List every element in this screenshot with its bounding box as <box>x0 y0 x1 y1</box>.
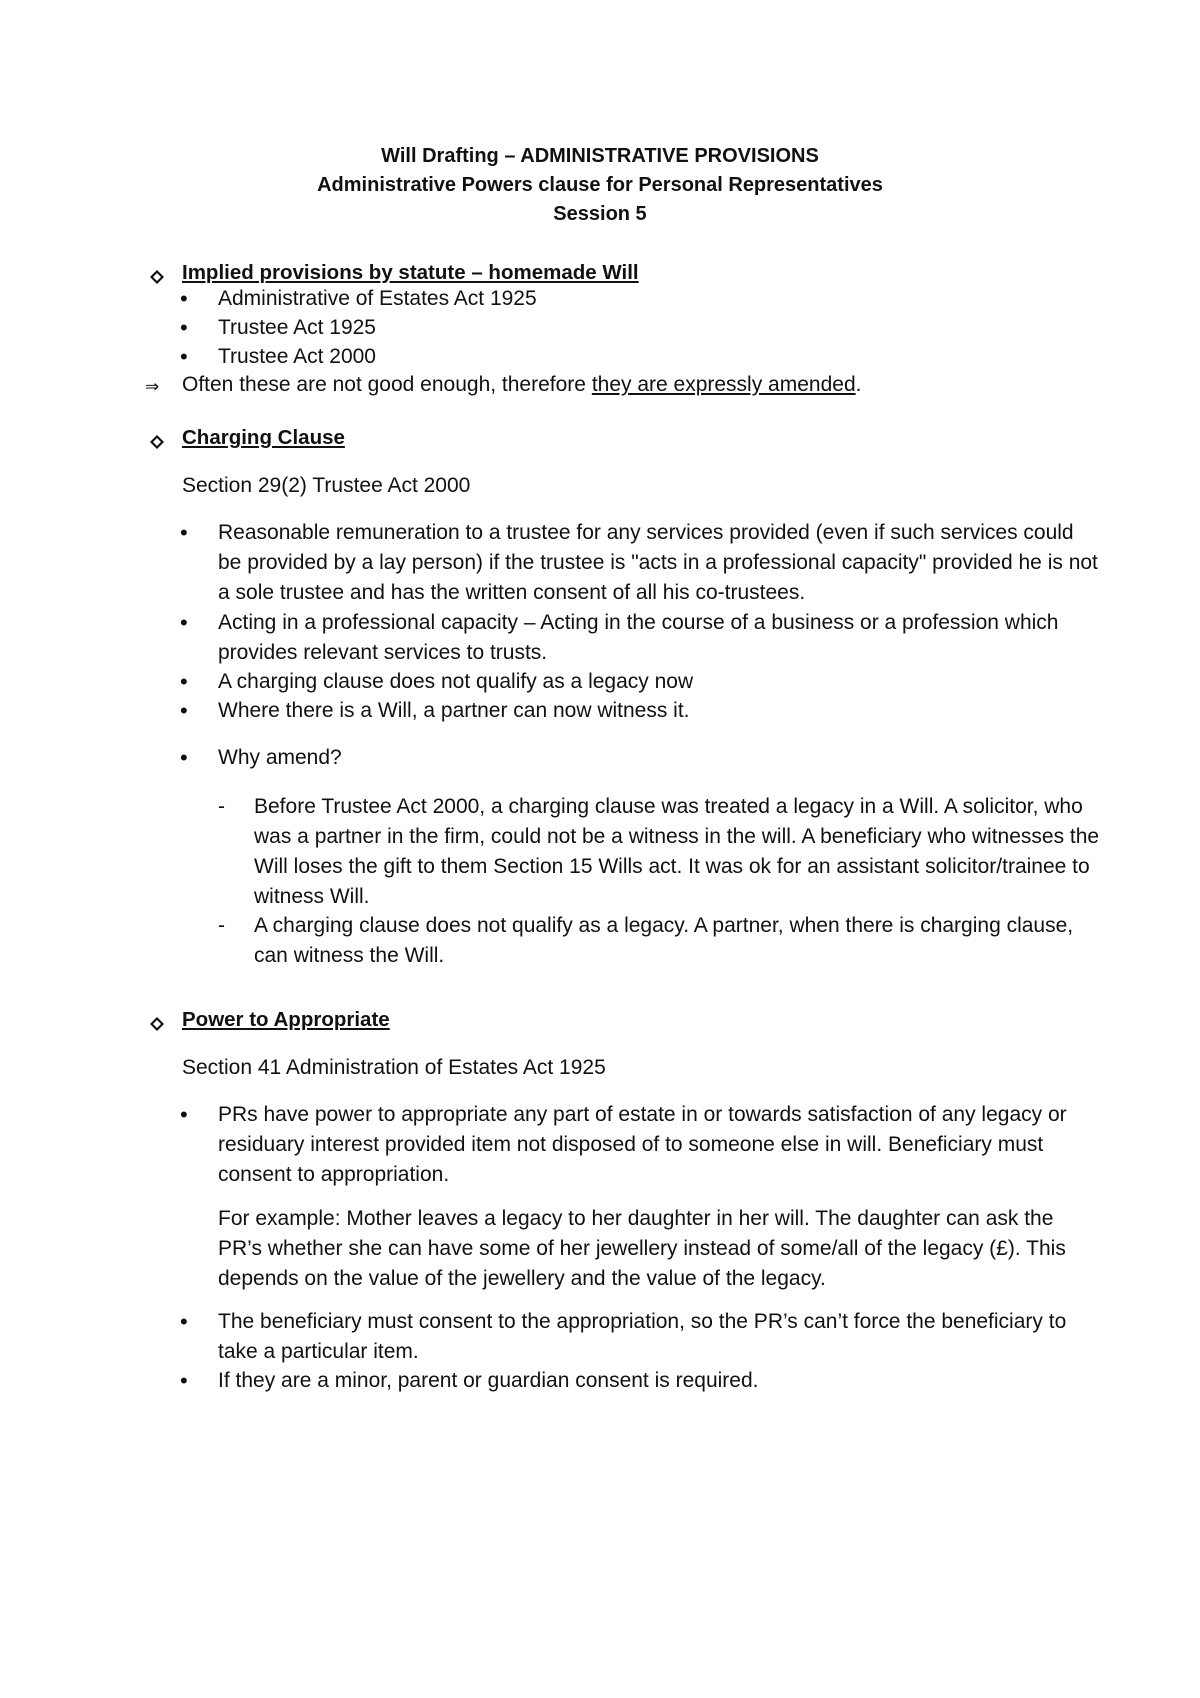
list-item: Trustee Act 1925 <box>218 316 376 339</box>
bullet-icon: • <box>180 520 188 545</box>
example-paragraph: For example: Mother leaves a legacy to her daughter in her will. The daughter can ask the PR’s whether she can have some of her jewellery instead of some/all of the legacy (£). This depends on the value of the jewellery and the value of the legacy. <box>218 1207 1066 1290</box>
dash-icon: - <box>218 795 225 818</box>
bullet-icon: • <box>180 1102 188 1127</box>
header-subtitle: Administrative Powers clause for Personal Representatives <box>317 174 883 196</box>
bullet-icon: • <box>180 669 188 694</box>
dash-item: A charging clause does not qualify as a legacy. A partner, when there is charging clause, can witness the Will. <box>254 914 1074 967</box>
bullet-icon: • <box>180 315 188 340</box>
implies-arrow-icon: ⇒ <box>145 377 160 396</box>
list-item: PRs have power to appropriate any part of estate in or towards satisfaction of any legacy or residuary interest provided item not disposed of to someone else in will. Beneficiary must consent to appropriation. <box>218 1103 1067 1186</box>
list-item: Trustee Act 2000 <box>218 345 376 368</box>
bullet-icon: • <box>180 1309 188 1334</box>
list-item: Reasonable remuneration to a trustee for any services provided (even if such services could be provided by a lay person) if the trustee is "acts in a professional capacity" provided he is not a sole trustee and has the written consent of all his co-trustees. <box>218 521 1098 604</box>
bullet-icon: • <box>180 286 188 311</box>
implied-note: Often these are not good enough, therefore they are expressly amended. <box>182 373 862 396</box>
section-title-appropriate: Power to Appropriate <box>182 1008 390 1031</box>
list-item: A charging clause does not qualify as a legacy now <box>218 670 694 693</box>
list-item: Where there is a Will, a partner can now witness it. <box>218 699 690 722</box>
bullet-icon: • <box>180 610 188 635</box>
header-title: Will Drafting – ADMINISTRATIVE PROVISIONS <box>381 145 819 167</box>
header-session: Session 5 <box>553 203 647 225</box>
section-title-implied: Implied provisions by statute – homemade Will <box>182 261 639 284</box>
list-item: Acting in a professional capacity – Acting in the course of a business or a profession which provides relevant services to trusts. <box>218 611 1059 664</box>
bullet-icon: • <box>180 344 188 369</box>
statute-reference: Section 29(2) Trustee Act 2000 <box>182 474 471 497</box>
list-item: If they are a minor, parent or guardian consent is required. <box>218 1369 759 1392</box>
section-title-charging: Charging Clause <box>182 426 345 449</box>
bullet-icon: • <box>180 745 188 770</box>
bullet-icon: • <box>180 1368 188 1393</box>
list-item: The beneficiary must consent to the appropriation, so the PR’s can’t force the beneficiary to take a particular item. <box>218 1310 1067 1363</box>
bullet-icon: • <box>180 698 188 723</box>
list-item: Why amend? <box>218 746 342 769</box>
list-item: Administrative of Estates Act 1925 <box>218 287 537 310</box>
underlined-phrase: they are expressly amended <box>591 373 856 396</box>
dash-icon: - <box>218 914 225 937</box>
statute-reference: Section 41 Administration of Estates Act 1925 <box>182 1056 606 1079</box>
dash-item: Before Trustee Act 2000, a charging clause was treated a legacy in a Will. A solicitor, who was a partner in the firm, could not be a witness in the will. A beneficiary who witnesses the Will loses the gift to them Section 15 Wills act. It was ok for an assistant solicitor/trainee to witness Will. <box>254 795 1100 908</box>
document-header <box>0 142 1200 229</box>
